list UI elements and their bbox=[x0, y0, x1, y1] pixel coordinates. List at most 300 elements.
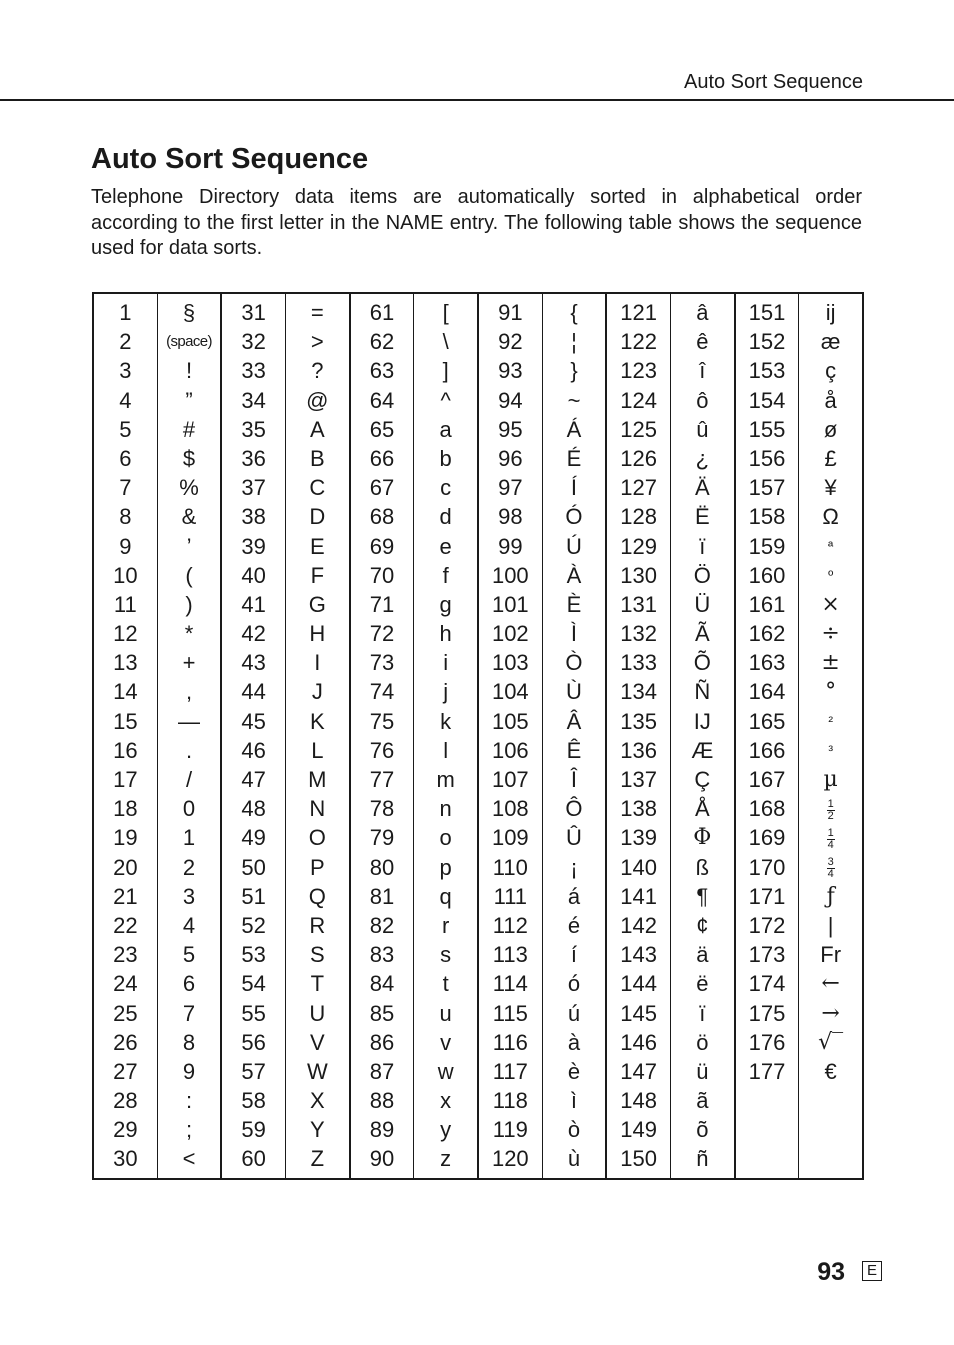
sort-character: Ö bbox=[693, 562, 711, 588]
sequence-number: 159 bbox=[748, 533, 786, 559]
sequence-number: 164 bbox=[748, 679, 786, 705]
sequence-number: 64 bbox=[369, 387, 395, 413]
sequence-number: 171 bbox=[748, 883, 786, 909]
sort-character: ï bbox=[699, 1000, 706, 1026]
sort-character: S bbox=[309, 942, 325, 968]
sort-character: / bbox=[185, 767, 193, 792]
sort-character: P bbox=[309, 854, 325, 880]
sequence-number: 61 bbox=[369, 300, 395, 325]
sequence-number: 52 bbox=[241, 912, 266, 938]
sequence-number: 99 bbox=[498, 533, 523, 559]
sort-character: % bbox=[179, 475, 199, 501]
sequence-number: 129 bbox=[620, 533, 657, 559]
character-column bbox=[414, 294, 477, 1178]
sequence-number: 170 bbox=[748, 854, 786, 880]
sequence-number: 76 bbox=[369, 737, 395, 763]
sequence-number: 141 bbox=[620, 883, 657, 909]
sequence-number: 103 bbox=[491, 650, 529, 676]
sort-character: [ bbox=[442, 300, 449, 325]
sequence-number: 131 bbox=[620, 591, 657, 617]
sort-character: ô bbox=[696, 387, 709, 413]
sequence-number: 77 bbox=[369, 767, 395, 792]
sequence-number: 55 bbox=[241, 1000, 266, 1026]
sequence-number: 96 bbox=[498, 445, 523, 471]
sequence-number: 44 bbox=[241, 679, 266, 705]
sequence-number: 26 bbox=[113, 1029, 138, 1055]
sequence-number: 120 bbox=[491, 1146, 529, 1172]
sort-sequence-table bbox=[92, 292, 864, 1180]
sort-character: L bbox=[311, 737, 324, 763]
sequence-number: 101 bbox=[491, 591, 529, 617]
sequence-number: 28 bbox=[113, 1088, 138, 1114]
sequence-number: 50 bbox=[241, 854, 266, 880]
sequence-number: 81 bbox=[369, 883, 395, 909]
sequence-number: 127 bbox=[620, 475, 657, 501]
sequence-number: 118 bbox=[492, 1088, 528, 1114]
fraction-glyph: $\frac{1}{4}$ bbox=[827, 827, 834, 852]
sort-character: B bbox=[309, 445, 325, 471]
sequence-number: 148 bbox=[620, 1088, 657, 1114]
sequence-number: 36 bbox=[241, 445, 266, 471]
sort-character: s bbox=[440, 942, 452, 968]
sort-character: û bbox=[696, 416, 709, 442]
sort-character: a bbox=[439, 416, 452, 442]
sequence-number: 87 bbox=[369, 1058, 395, 1084]
sequence-number: 158 bbox=[748, 504, 786, 530]
sort-character: ; bbox=[185, 1117, 193, 1143]
sequence-number: 139 bbox=[620, 825, 657, 851]
sort-character: & bbox=[181, 504, 197, 530]
fraction-glyph: $\frac{3}{4}$ bbox=[827, 856, 834, 881]
sort-character: z bbox=[440, 1146, 452, 1172]
sequence-number: 40 bbox=[241, 562, 266, 588]
sequence-number: 105 bbox=[491, 708, 529, 734]
sort-character: Á bbox=[566, 416, 582, 442]
sort-character: â bbox=[696, 300, 709, 325]
sort-character: ¢ bbox=[696, 912, 709, 938]
sort-character: Ü bbox=[694, 591, 711, 617]
sequence-number: 70 bbox=[369, 562, 395, 588]
sort-character: Fr bbox=[820, 942, 842, 968]
sequence-number: 149 bbox=[620, 1117, 657, 1143]
sort-character: i bbox=[443, 650, 449, 676]
sequence-number: 132 bbox=[620, 621, 657, 647]
sequence-number: 65 bbox=[369, 416, 395, 442]
sort-character: O bbox=[308, 825, 326, 851]
sequence-number: 13 bbox=[113, 650, 138, 676]
sequence-number: 121 bbox=[620, 300, 657, 325]
sequence-number: 116 bbox=[492, 1029, 528, 1055]
sort-character: Ù bbox=[566, 679, 582, 705]
sequence-number: 134 bbox=[620, 679, 657, 705]
sequence-number: 175 bbox=[748, 1000, 786, 1026]
sequence-number: 154 bbox=[748, 387, 786, 413]
sequence-number: 161 bbox=[748, 591, 786, 617]
sort-character: ƒ bbox=[826, 883, 835, 909]
sequence-number: 157 bbox=[748, 475, 786, 501]
sort-character: . bbox=[185, 737, 193, 763]
sort-character: Å bbox=[694, 796, 710, 822]
sequence-number: 14 bbox=[113, 679, 138, 705]
sequence-number: 113 bbox=[492, 942, 528, 968]
sort-character: | bbox=[827, 912, 834, 938]
sequence-number: 17 bbox=[113, 767, 138, 792]
sort-character: l bbox=[443, 737, 449, 763]
sequence-number: 29 bbox=[113, 1117, 138, 1143]
sequence-number: 45 bbox=[241, 708, 266, 734]
sort-character: Ò bbox=[565, 650, 583, 676]
sort-character: 0 bbox=[182, 796, 196, 822]
header-rule bbox=[0, 99, 954, 101]
sort-character: Õ bbox=[693, 650, 711, 676]
sort-character: Û bbox=[566, 825, 582, 851]
sequence-number: 97 bbox=[498, 475, 523, 501]
sequence-number: 82 bbox=[369, 912, 395, 938]
sequence-number: 166 bbox=[748, 737, 786, 763]
sort-character: Φ bbox=[693, 825, 712, 851]
sequence-number: 34 bbox=[241, 387, 266, 413]
sort-character: ë bbox=[696, 971, 709, 997]
sequence-number: 63 bbox=[369, 358, 395, 384]
sequence-number: 177 bbox=[748, 1058, 786, 1084]
sort-character: é bbox=[567, 912, 581, 938]
sort-character: 6 bbox=[182, 971, 196, 997]
sort-character: √‾ bbox=[818, 1029, 844, 1055]
sort-character bbox=[799, 794, 862, 823]
sequence-number: 124 bbox=[620, 387, 657, 413]
table-group bbox=[736, 294, 862, 1178]
sequence-number: 160 bbox=[748, 562, 786, 588]
page-title: Auto Sort Sequence bbox=[91, 143, 369, 175]
sort-character: N bbox=[309, 796, 326, 822]
sort-character: D bbox=[309, 504, 326, 530]
sort-character: É bbox=[566, 445, 582, 471]
sort-character: à bbox=[567, 1029, 581, 1055]
sequence-number: 102 bbox=[491, 621, 529, 647]
sort-character: (space) bbox=[166, 333, 212, 351]
sequence-number: 123 bbox=[620, 358, 657, 384]
sort-character: I bbox=[314, 650, 321, 676]
sort-character: ø bbox=[823, 416, 838, 442]
sort-character: x bbox=[440, 1088, 452, 1114]
sequence-number: 169 bbox=[748, 825, 786, 851]
sequence-number: 152 bbox=[748, 329, 786, 355]
sort-character: Í bbox=[570, 475, 578, 501]
sequence-number: 57 bbox=[241, 1058, 266, 1084]
page-number: 93 bbox=[817, 1258, 845, 1286]
sequence-number: 98 bbox=[498, 504, 523, 530]
sequence-number: 59 bbox=[241, 1117, 266, 1143]
sort-character: ] bbox=[442, 358, 449, 384]
sequence-number: 125 bbox=[620, 416, 657, 442]
sort-character: h bbox=[439, 621, 452, 647]
sort-character: { bbox=[570, 300, 578, 325]
sequence-number: 110 bbox=[492, 854, 528, 880]
sort-character: § bbox=[182, 300, 196, 325]
sort-character: Æ bbox=[691, 737, 714, 763]
sequence-number: 79 bbox=[369, 825, 395, 851]
sort-character: è bbox=[567, 1058, 581, 1084]
sequence-number: 163 bbox=[748, 650, 786, 676]
sequence-number-column bbox=[222, 294, 286, 1178]
sort-character: á bbox=[567, 883, 581, 909]
table-group bbox=[479, 294, 607, 1178]
running-header: Auto Sort Sequence bbox=[683, 71, 863, 93]
sort-character: Q bbox=[308, 883, 326, 909]
sort-character: K bbox=[309, 708, 325, 734]
sequence-number: 135 bbox=[620, 708, 657, 734]
sort-character: > bbox=[310, 329, 324, 355]
sequence-number: 151 bbox=[748, 300, 786, 325]
sort-character: ij bbox=[825, 300, 836, 325]
sort-character: p bbox=[439, 854, 452, 880]
sort-character: ò bbox=[567, 1117, 581, 1143]
sort-character: ä bbox=[696, 942, 709, 968]
sort-character: v bbox=[440, 1029, 452, 1055]
sort-character: å bbox=[824, 387, 837, 413]
sequence-number: 147 bbox=[620, 1058, 657, 1084]
sort-character: ï bbox=[699, 533, 706, 559]
sequence-number: 39 bbox=[241, 533, 266, 559]
sort-character: 1 bbox=[182, 825, 196, 851]
sort-character: Y bbox=[309, 1117, 325, 1143]
sort-character: k bbox=[440, 708, 452, 734]
character-column bbox=[671, 294, 734, 1178]
sequence-number: 106 bbox=[491, 737, 529, 763]
table-group bbox=[351, 294, 479, 1178]
sequence-number: 69 bbox=[369, 533, 395, 559]
sort-character: Ú bbox=[566, 533, 582, 559]
sort-character: Ç bbox=[694, 767, 711, 792]
sort-character: ² bbox=[828, 712, 833, 729]
sequence-number: 108 bbox=[491, 796, 529, 822]
sort-character: ¦ bbox=[571, 329, 577, 355]
character-column bbox=[158, 294, 221, 1178]
sequence-number: 174 bbox=[748, 971, 786, 997]
sequence-number: 15 bbox=[113, 708, 138, 734]
sequence-number: 32 bbox=[241, 329, 266, 355]
sequence-number: 9 bbox=[119, 533, 132, 559]
sequence-number: 49 bbox=[241, 825, 266, 851]
sequence-number: 144 bbox=[620, 971, 657, 997]
sequence-number: 128 bbox=[620, 504, 657, 530]
sequence-number: 74 bbox=[369, 679, 395, 705]
sequence-number: 172 bbox=[748, 912, 786, 938]
sequence-number: 117 bbox=[492, 1058, 528, 1084]
sort-character: 3 bbox=[182, 883, 196, 909]
sort-character: f bbox=[442, 562, 449, 588]
sort-character: u bbox=[439, 1000, 452, 1026]
sequence-number: 56 bbox=[241, 1029, 266, 1055]
sequence-number: 78 bbox=[369, 796, 395, 822]
sequence-number: 38 bbox=[241, 504, 266, 530]
sort-character: ù bbox=[567, 1146, 581, 1172]
sort-character: F bbox=[310, 562, 325, 588]
sort-character: ’ bbox=[186, 533, 192, 559]
sort-character: * bbox=[184, 621, 194, 647]
sequence-number: 165 bbox=[748, 708, 786, 734]
sort-character: 9 bbox=[182, 1058, 196, 1084]
sequence-number: 133 bbox=[620, 650, 657, 676]
sort-character: 5 bbox=[182, 942, 196, 968]
sort-character: 2 bbox=[182, 854, 196, 880]
sort-character: H bbox=[309, 621, 326, 647]
sequence-number: 88 bbox=[369, 1088, 395, 1114]
sort-character: r bbox=[442, 912, 450, 938]
sort-character: ¶ bbox=[696, 883, 709, 909]
sequence-number: 138 bbox=[620, 796, 657, 822]
sequence-number: 73 bbox=[369, 650, 395, 676]
sequence-number-column bbox=[736, 294, 800, 1178]
sequence-number: 42 bbox=[241, 621, 266, 647]
sequence-number: 67 bbox=[369, 475, 395, 501]
sort-character: ← bbox=[821, 971, 840, 997]
sort-character: d bbox=[439, 504, 452, 530]
sort-character: 7 bbox=[182, 1000, 196, 1026]
sort-character: j bbox=[443, 679, 449, 705]
sequence-number: 72 bbox=[369, 621, 395, 647]
sort-character: ì bbox=[570, 1088, 578, 1114]
sequence-number: 48 bbox=[241, 796, 266, 822]
sort-character: $ bbox=[182, 445, 196, 471]
sort-character: ( bbox=[185, 562, 193, 588]
sequence-number: 60 bbox=[241, 1146, 266, 1172]
sequence-number: 100 bbox=[491, 562, 529, 588]
sequence-number-column bbox=[351, 294, 415, 1178]
sort-character: m bbox=[436, 767, 455, 792]
sequence-number: 162 bbox=[748, 621, 786, 647]
sort-character: Ó bbox=[565, 504, 583, 530]
sequence-number: 25 bbox=[113, 1000, 138, 1026]
sequence-number: 22 bbox=[113, 912, 138, 938]
sequence-number: 37 bbox=[241, 475, 266, 501]
sort-character: o bbox=[439, 825, 452, 851]
table-group bbox=[222, 294, 350, 1178]
sequence-number: 51 bbox=[241, 883, 266, 909]
sequence-number: 53 bbox=[241, 942, 266, 968]
sort-character: A bbox=[309, 416, 325, 442]
sort-character: , bbox=[185, 679, 193, 705]
sequence-number: 122 bbox=[620, 329, 657, 355]
sequence-number: 155 bbox=[748, 416, 786, 442]
sort-character: ª bbox=[828, 537, 834, 554]
sort-character: ? bbox=[311, 358, 324, 384]
sequence-number: 75 bbox=[369, 708, 395, 734]
sort-character: \ bbox=[442, 329, 449, 355]
sort-character: ~ bbox=[567, 387, 581, 413]
sort-character: µ bbox=[823, 767, 838, 792]
sort-character: → bbox=[821, 1000, 840, 1026]
sort-character: < bbox=[182, 1146, 196, 1172]
sort-character: Ì bbox=[570, 621, 578, 647]
sort-character: M bbox=[308, 767, 327, 792]
sort-character: X bbox=[309, 1088, 325, 1114]
sort-character: £ bbox=[824, 445, 837, 471]
sequence-number: 6 bbox=[119, 445, 132, 471]
sequence-number: 3 bbox=[119, 358, 132, 384]
sort-character: Ô bbox=[565, 796, 583, 822]
character-column bbox=[286, 294, 349, 1178]
sequence-number: 30 bbox=[113, 1146, 138, 1172]
sort-character: c bbox=[440, 475, 452, 501]
fraction-glyph: $\frac{1}{2}$ bbox=[827, 797, 834, 822]
sequence-number: 43 bbox=[241, 650, 266, 676]
sort-character: ³ bbox=[828, 741, 833, 758]
sequence-number: 167 bbox=[748, 767, 786, 792]
sort-character: ÷ bbox=[821, 621, 840, 647]
sort-character: Ê bbox=[566, 737, 582, 763]
sequence-number: 89 bbox=[369, 1117, 395, 1143]
sequence-number: 153 bbox=[748, 358, 786, 384]
sequence-number: 47 bbox=[241, 767, 266, 792]
sort-character: C bbox=[309, 475, 326, 501]
sort-character: IJ bbox=[693, 708, 711, 734]
sequence-number: 27 bbox=[113, 1058, 138, 1084]
sequence-number: 93 bbox=[498, 358, 523, 384]
sort-character: Ñ bbox=[694, 679, 711, 705]
sort-character: W bbox=[306, 1058, 328, 1084]
sequence-number: 2 bbox=[119, 329, 132, 355]
sort-character: ç bbox=[825, 358, 837, 384]
sequence-number: 7 bbox=[119, 475, 132, 501]
sort-character: @ bbox=[306, 387, 329, 413]
sort-character: Î bbox=[570, 767, 578, 792]
sequence-number: 119 bbox=[492, 1117, 528, 1143]
sequence-number: 58 bbox=[241, 1088, 266, 1114]
sequence-number: 173 bbox=[748, 942, 786, 968]
sequence-number: 176 bbox=[748, 1029, 786, 1055]
sequence-number: 146 bbox=[620, 1029, 657, 1055]
sort-character: + bbox=[182, 650, 196, 676]
sequence-number: 168 bbox=[748, 796, 786, 822]
sequence-number: 95 bbox=[498, 416, 523, 442]
sort-character: ! bbox=[185, 358, 193, 384]
sequence-number: 92 bbox=[498, 329, 523, 355]
sort-character: ¡ bbox=[570, 854, 578, 880]
intro-paragraph: Telephone Directory data items are automatically sorted in alphabetical order according to the first letter in the NAME entry. The following table shows the sequence used for data sorts. bbox=[91, 186, 862, 259]
sort-character: T bbox=[310, 971, 325, 997]
sequence-number: 54 bbox=[241, 971, 266, 997]
sequence-number: 145 bbox=[620, 1000, 657, 1026]
sort-character: æ bbox=[820, 329, 841, 355]
sequence-number: 83 bbox=[369, 942, 395, 968]
sort-character: ¥ bbox=[824, 475, 837, 501]
sequence-number: 140 bbox=[620, 854, 657, 880]
sort-character: ” bbox=[185, 387, 193, 413]
sort-character: J bbox=[311, 679, 323, 705]
sequence-number: 4 bbox=[119, 387, 132, 413]
sort-character: n bbox=[439, 796, 452, 822]
sort-character: È bbox=[566, 591, 582, 617]
sort-character: ê bbox=[696, 329, 709, 355]
sequence-number: 94 bbox=[498, 387, 523, 413]
sort-character: = bbox=[310, 300, 324, 325]
sequence-number: 111 bbox=[493, 883, 528, 909]
sort-character: × bbox=[821, 591, 840, 617]
sort-character: : bbox=[185, 1088, 193, 1114]
sequence-number: 114 bbox=[492, 971, 528, 997]
sequence-number: 8 bbox=[119, 504, 132, 530]
sort-character: õ bbox=[696, 1117, 709, 1143]
sort-character: ã bbox=[696, 1088, 709, 1114]
sequence-number: 109 bbox=[491, 825, 529, 851]
sequence-number: 46 bbox=[241, 737, 266, 763]
sort-character: Ω bbox=[822, 504, 839, 530]
sort-character: y bbox=[440, 1117, 452, 1143]
sequence-number: 142 bbox=[620, 912, 657, 938]
sort-character: ) bbox=[185, 591, 193, 617]
sequence-number-column bbox=[94, 294, 158, 1178]
